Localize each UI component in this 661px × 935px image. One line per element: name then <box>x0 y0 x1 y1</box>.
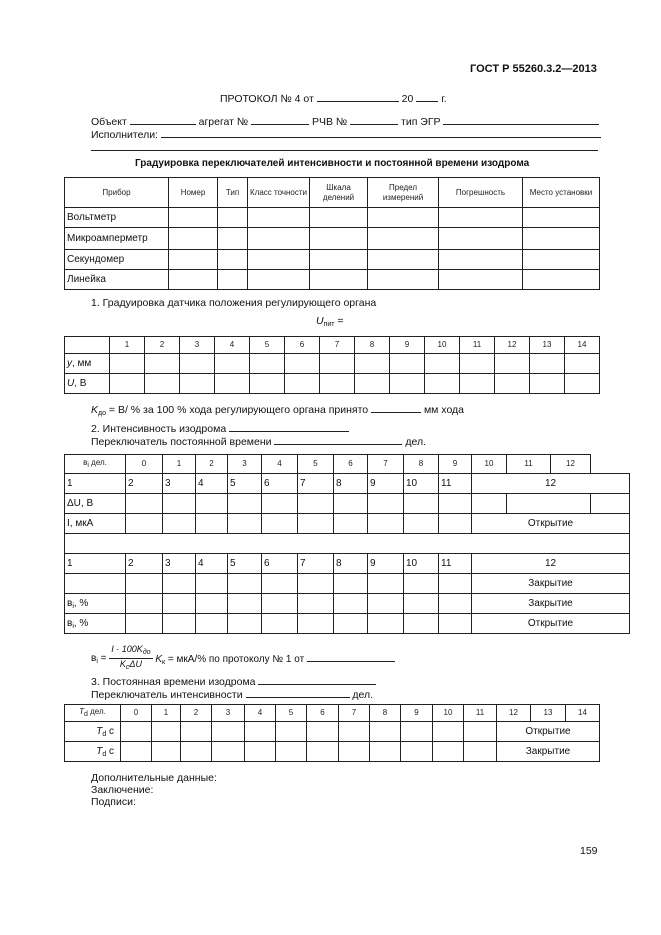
bi-open-row <box>65 614 630 634</box>
calibration-cell[interactable] <box>320 354 355 374</box>
current-label: I, мкА <box>65 514 126 534</box>
close-number-row: 1 2 3 4 5 6 7 8 9 10 11 12 <box>65 554 630 574</box>
intensity-switch-field[interactable] <box>246 688 350 698</box>
calibration-col-header: 10 <box>425 337 460 354</box>
row-label-u: U, В <box>65 374 110 394</box>
executors-line-2[interactable] <box>91 150 598 151</box>
calibration-col-header: 7 <box>320 337 355 354</box>
close-label: Закрытие <box>472 594 630 614</box>
calibration-cell[interactable] <box>250 374 285 394</box>
calibration-cell[interactable] <box>320 374 355 394</box>
instruments-header-row <box>65 178 600 208</box>
section1-title: 1. Градуировка датчика положения регулирующего органа <box>91 297 377 309</box>
intensity-field[interactable] <box>229 422 349 432</box>
calibration-col-header: 5 <box>250 337 285 354</box>
close-label: Закрытие <box>472 574 630 594</box>
open-label: Открытие <box>497 722 600 742</box>
spacer-row <box>65 534 630 554</box>
intensity-header-row: вi дел. 0 1 2 3 4 5 6 7 8 9 10 11 12 <box>65 455 630 474</box>
formula: $в_i$ = $\frac{I \cdot 100K_{до}}{K_с\Delta U}$ $K_к = мкА/\%$ по протоколу № 1 от <box>91 644 395 673</box>
page-number: 159 <box>580 845 598 857</box>
protocol-title: ПРОТОКОЛ № 4 от 20 г. <box>220 93 447 105</box>
calibration-header-row <box>65 337 600 354</box>
calibration-cell[interactable] <box>250 354 285 374</box>
bi-label: $в_i$, % <box>65 614 126 634</box>
device-name: Линейка <box>65 270 169 290</box>
section2-title: 2. Интенсивность изодрома <box>91 422 349 435</box>
calibration-cell[interactable] <box>145 374 180 394</box>
td-label: $T_d$ с <box>65 742 121 762</box>
calibration-table <box>64 336 600 394</box>
header-location: Место установки <box>523 178 600 208</box>
gost-header: ГОСТ Р 55260.3.2—2013 <box>470 63 597 75</box>
calibration-col-header: 14 <box>565 337 600 354</box>
calibration-cell[interactable] <box>565 374 600 394</box>
calibration-y-row <box>65 354 600 374</box>
calibration-col-header: 12 <box>495 337 530 354</box>
protocol-date-line[interactable] <box>317 92 399 102</box>
header-number: Номер <box>169 178 218 208</box>
calibration-cell[interactable] <box>145 354 180 374</box>
calibration-cell[interactable] <box>110 354 145 374</box>
open-label: Открытие <box>472 514 630 534</box>
calibration-cell[interactable] <box>110 374 145 394</box>
calibration-cell[interactable] <box>495 354 530 374</box>
calibration-cell[interactable] <box>180 374 215 394</box>
executors-line: Исполнители: <box>91 128 601 141</box>
calibration-col-header: 8 <box>355 337 390 354</box>
table-row <box>65 208 600 228</box>
calibration-cell[interactable] <box>180 354 215 374</box>
row-label-y: y, мм <box>65 354 110 374</box>
calibration-cell[interactable] <box>390 374 425 394</box>
kdo-field[interactable] <box>371 403 421 413</box>
additional-data: Дополнительные данные: <box>91 772 217 784</box>
protocol-year-line[interactable] <box>416 92 438 102</box>
calibration-cell[interactable] <box>460 354 495 374</box>
device-name: Вольтметр <box>65 208 169 228</box>
open-number-row: 1 2 3 4 5 6 7 8 9 10 11 12 <box>65 474 630 494</box>
td-open-row <box>65 722 600 742</box>
signatures: Подписи: <box>91 796 136 808</box>
egr-field[interactable] <box>443 115 599 125</box>
calibration-col-header: 4 <box>215 337 250 354</box>
object-line: Объект агрегат № РЧВ № тип ЭГР <box>91 115 599 128</box>
time-switch-field[interactable] <box>274 435 402 445</box>
calibration-cell[interactable] <box>460 374 495 394</box>
calibration-cell[interactable] <box>285 354 320 374</box>
calibration-cell[interactable] <box>530 374 565 394</box>
calibration-cell[interactable] <box>285 374 320 394</box>
calibration-cell[interactable] <box>215 374 250 394</box>
td-label: $T_d$ с <box>65 722 121 742</box>
executors-field[interactable] <box>161 128 601 138</box>
open-label: Открытие <box>472 614 630 634</box>
upit-label: $U_{пит}$ = <box>316 315 344 328</box>
close-data-row <box>65 574 630 594</box>
intensity-table <box>64 454 630 634</box>
calibration-col-header: 6 <box>285 337 320 354</box>
header-td: Td дел. <box>65 705 121 722</box>
device-name: Микроамперметр <box>65 228 169 250</box>
header-bi: вi дел. <box>65 455 126 474</box>
close-label: Закрытие <box>497 742 600 762</box>
calibration-cell[interactable] <box>530 354 565 374</box>
calibration-col-header: 2 <box>145 337 180 354</box>
time-header-row: Td дел. 0 1 2 3 4 5 6 7 8 9 10 11 12 13 14 <box>65 705 600 722</box>
header-type: Тип <box>218 178 248 208</box>
calibration-cell[interactable] <box>390 354 425 374</box>
section3-title: 3. Постоянная времени изодрома <box>91 675 376 688</box>
section3-switch: Переключатель интенсивности дел. <box>91 689 374 701</box>
section2-switch: Переключатель постоянной времени дел. <box>91 436 427 448</box>
header-scale: Шкала делений <box>310 178 368 208</box>
du-label: ΔU, В <box>65 494 126 514</box>
time-table <box>64 704 600 762</box>
bi-label: $в_i$, % <box>65 594 126 614</box>
calibration-cell[interactable] <box>565 354 600 374</box>
header-limit: Предел измерений <box>368 178 439 208</box>
formula-fraction: $\frac{I \cdot 100K_{до}}{K_с\Delta U}$ <box>111 644 151 671</box>
unit-field[interactable] <box>251 115 309 125</box>
calibration-col-header: 9 <box>390 337 425 354</box>
rchv-field[interactable] <box>350 115 398 125</box>
device-name: Секундомер <box>65 250 169 270</box>
time-constant-field[interactable] <box>258 675 376 685</box>
calibration-cell[interactable] <box>355 354 390 374</box>
instruments-table <box>64 177 600 290</box>
calibration-col-header: 13 <box>530 337 565 354</box>
kdo-line: $K_{до} = В/$ % за 100 % хода регулирующего органа принято мм хода <box>91 404 465 417</box>
header-error: Погрешность <box>439 178 523 208</box>
calibration-cell[interactable] <box>215 354 250 374</box>
du-row <box>65 494 630 514</box>
calibration-u-row <box>65 374 600 394</box>
header-accuracy: Класс точности <box>248 178 310 208</box>
bi-close-row <box>65 594 630 614</box>
current-row <box>65 514 630 534</box>
calibration-cell[interactable] <box>425 354 460 374</box>
formula-protocol-field[interactable] <box>307 652 395 662</box>
calibration-cell[interactable] <box>425 374 460 394</box>
section-title: Градуировка переключателей интенсивности и постоянной времени изодрома <box>135 158 530 169</box>
calibration-col-header: 1 <box>110 337 145 354</box>
table-row <box>65 270 600 290</box>
td-close-row <box>65 742 600 762</box>
calibration-cell[interactable] <box>355 374 390 394</box>
header-device: Прибор <box>65 178 169 208</box>
object-field[interactable] <box>130 115 196 125</box>
conclusion: Заключение: <box>91 784 154 796</box>
table-row <box>65 228 600 250</box>
calibration-col-header: 11 <box>460 337 495 354</box>
calibration-col-header: 3 <box>180 337 215 354</box>
calibration-cell[interactable] <box>495 374 530 394</box>
table-row <box>65 250 600 270</box>
